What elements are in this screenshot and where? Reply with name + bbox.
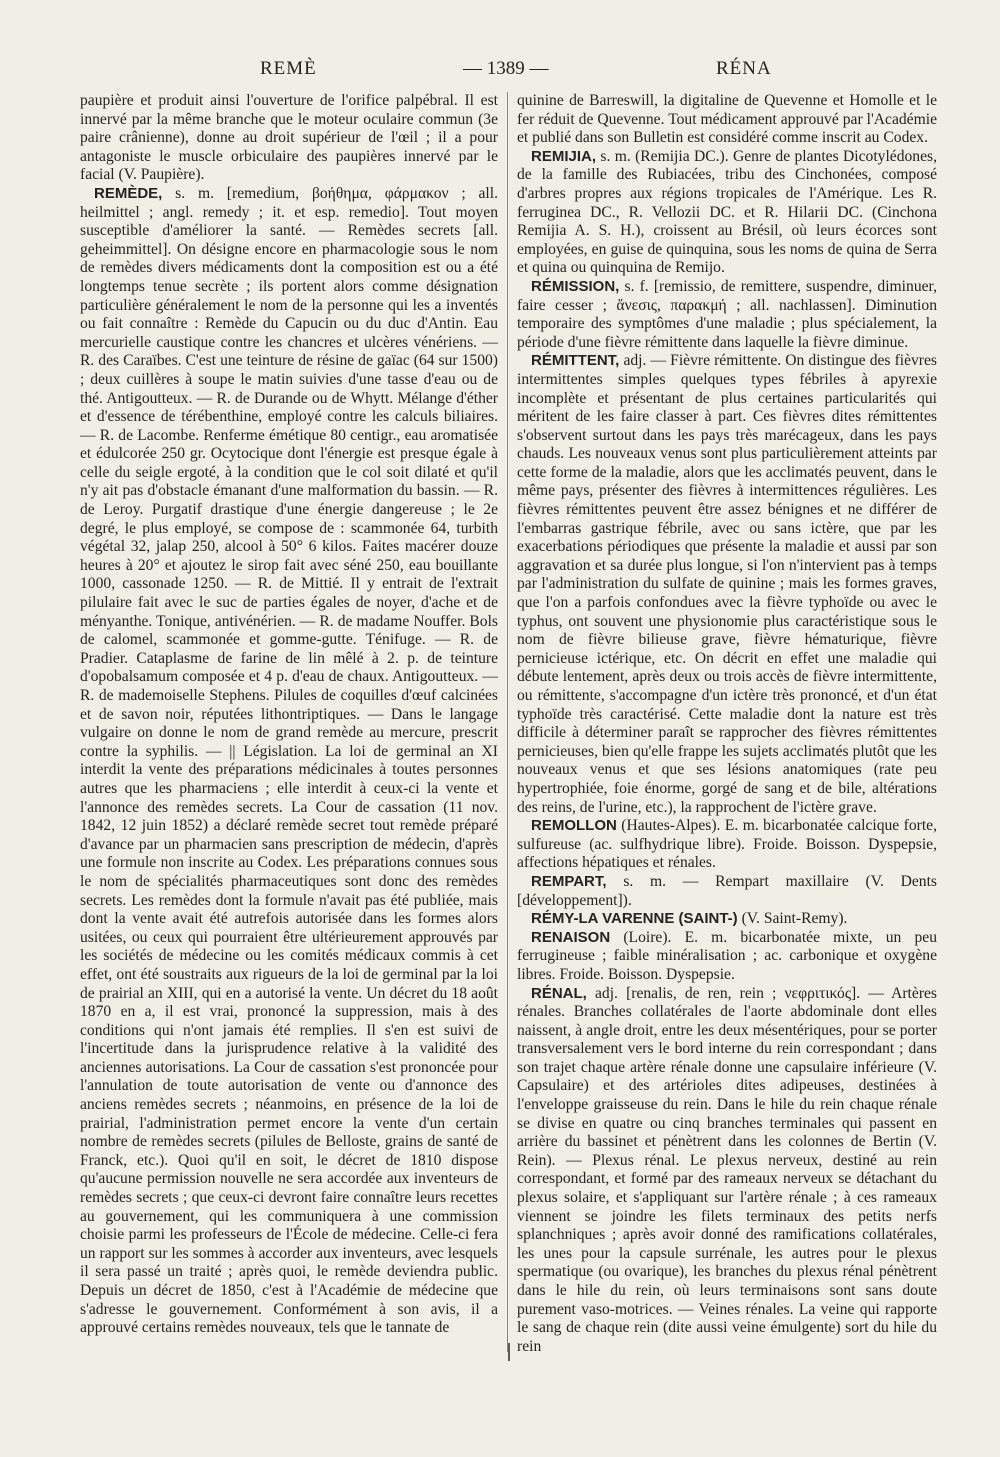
entry-headword: RENAISON — [531, 928, 611, 946]
entry — [517, 910, 937, 929]
column-divider — [507, 92, 508, 1352]
entry — [517, 929, 937, 985]
left-column — [80, 92, 498, 1382]
entry — [517, 92, 937, 148]
entry-text: s. m. — Rempart maxillaire (V. Dents [développement]). — [517, 872, 937, 909]
entry — [517, 278, 937, 352]
running-head — [80, 58, 920, 88]
entry — [80, 185, 498, 1338]
entry-text: paupière et produit ainsi l'ouverture de l'orifice palpébral. Il est innervé par la même branche que le moteur oculaire commun (3e paire crânienne), donne au droit supérieur de l'œil ; il a pour antagoniste le muscle orbiculaire des paupières innervé par le facial (V. Paupière). — [80, 92, 498, 184]
entry-text: adj. — Fièvre rémittente. On distingue des fièvres intermittentes simples quelques types fébriles à apyrexie incomplète et présentant de plus certaines particularités qui méritent de les faire classer à part. Ces fièvres dites rémittentes s'observent surtout dans les pays très marécageux, dans les pays chauds. Les nouveaux venus sont plus particulièrement atteints par cette forme de la maladie, alors que les acclimatés peuvent, dans le même pays, présenter des fièvres à intermittences régulières. Les fièvres rémittentes peuvent être assez bénignes et ne différer de l'embarras gastrique fébrile, avec ou sans ictère, que par les exacerbations périodiques que présente la maladie et aussi par son aggravation et sa durée plus longue, si l'on n'intervient pas à temps par l'administration du sulfate de quinine ; mais les formes graves, que l'on a parfois confondues avec la fièvre typhoïde ou avec le typhus, ont souvent une physionomie plus caractéristique sous le nom de fièvre bilieuse grave, fièvre hématurique, fièvre pernicieuse ictérique, etc. On décrit en effet une maladie qui débute lentement, après deux ou trois accès de fièvre intermittente, ou rémittente, s'accompagne d'un ictère très prononcé, et d'un état typhoïde très caractérisé. Cette maladie dont la nature est très difficile à déterminer paraît se rapprocher des fièvres rémittentes pernicieuses, bien qu'elle frappe les sujets acclimatés plutôt que les nouveaux venus et que ses lésions anatomiques (rate peu hypertrophiée, foie énorme, gorgé de sang et de bile, altérations des reins, de l'urine, etc.), la rapprochent de l'ictère grave. — [517, 352, 937, 816]
entry-headword: RÉMITTENT, — [531, 352, 620, 370]
entry — [517, 817, 937, 873]
entry — [517, 352, 937, 817]
right-column — [517, 92, 937, 1382]
entry-text: s. f. [remissio, de remittere, suspendre, diminuer, faire cesser ; ἄνεσις, παρακμή ; all. nachlassen]. Diminution temporaire des symptômes d'une maladie ; plus spécialement, la période d'une fièvre rémittente dans laquelle la fièvre diminue. — [517, 277, 937, 351]
entry-text: quinine de Barreswill, la digitaline de Quevenne et Homolle et le fer réduit de Quevenne. Tout médicament approuvé par l'Académie et publié dans son Bulletin est considéré comme inscrit au Codex. — [517, 92, 937, 147]
entry-headword: RÉNAL, — [531, 984, 587, 1002]
entry-headword: REMÈDE, — [94, 184, 163, 202]
entry-text: (V. Saint-Remy). — [741, 910, 848, 928]
entry-text: s. m. (Remijia DC.). Genre de plantes Dicotylédones, de la famille des Rubiacées, tribu des Cinchonées, composé d'arbres propres aux régions tropicales de l'Amérique. Les R. ferruginea DC., R. Vellozii DC. et R. Hilarii DC. (Cinchona Remijia A. S. H.), croissent au Brésil, où leurs écorces sont employées, en guise de quinquina, sous les noms de quina de Serra et quina ou quinquina de Remijo. — [517, 147, 937, 277]
entry-text: adj. [renalis, de ren, rein ; νεφριτικός]. — Artères rénales. Branches collatérales de l'aorte abdominale dont elles naissent, à angle droit, entre les deux mésentériques, pour se porter transversalement vers le bord interne du rein correspondant ; dans son trajet chaque artère rénale donne une capsulaire inférieure (V. Capsulaire) et des artérioles dites adipeuses, destinées à l'enveloppe graisseuse du rein. Dans le hile du rein chaque rénale se divise en quatre ou cinq branches terminales qui passent en arrière du bassinet et pénètrent dans les colonnes de Bertin (V. Rein). — Plexus rénal. Le plexus nerveux, destiné au rein correspondant, et formé par des rameaux nerveux se détachant du plexus solaire, et s'appliquant sur l'artère rénale ; à ces rameaux viennent se joindre les filets terminaux des petits nerfs splanchniques ; après avoir donné des ramifications collatérales, les unes pour la capsule surrénale, les autres pour le plexus spermatique (ou ovarique), les branches du plexus rénal pénètrent dans le hile du rein, où leurs terminaisons sont sans doute purement vaso-motrices. — Veines rénales. La veine qui rapporte le sang de chaque rein (dite aussi veine émulgente) sort du hile du rein — [517, 984, 937, 1355]
margin-mark — [508, 1343, 510, 1361]
entry — [517, 985, 937, 1357]
entry-text: s. m. [remedium, βοήθημα, φάρμακον ; all. heilmittel ; angl. remedy ; it. et esp. remedio]. Tout moyen susceptible d'améliorer la santé. — Remèdes secrets [all. geheimmittel]. On désigne encore en pharmacologie sous le nom de remèdes divers médicaments dont la composition est ou a été longtemps tenue secrète ; ils portent alors comme désignation particulière généralement le nom de la personne qui les a inventés ou fait connaître : Remède du Capucin ou du duc d'Antin. Eau mercurielle caustique contre les chancres et ulcères vénériens. — R. des Caraïbes. C'est une teinture de résine de gaïac (64 sur 1500) ; deux cuillères à soupe le matin suivies d'une tasse d'eau ou de thé. Antigoutteux. — R. de Durande ou de Whytt. Mélange d'éther et d'essence de térébenthine, employé contre les calculs biliaires. — R. de Lacombe. Renferme émétique 80 centigr., eau aromatisée et édulcorée 250 gr. Ocytocique dont l'énergie est presque égale à celle du seigle ergoté, à la condition que le col soit dilaté et qu'il n'y ait pas d'obstacle émanant d'une malformation du bassin. — R. de Leroy. Purgatif drastique d'une énergie dangereuse ; le 2e degré, le plus employé, se compose de : scammonée 64, turbith végétal 32, jalap 250, alcool à 50° 6 kilos. Faites macérer douze heures à 20° et ajoutez le sirop fait avec séné 250, eau bouillante 1000, cassonade 1250. — R. de Mittié. Il y entrait de l'extrait pilulaire fait avec le suc de parties égales de noyer, d'ache et de ményanthe. Tonique, antivénérien. — R. de madame Nouffer. Bols de calomel, scammonée et gomme-gutte. Ténifuge. — R. de Pradier. Cataplasme de farine de lin mêlé à 2. p. de teinture d'opobalsamum composée et 4 p. d'eau de chaux. Antigoutteux. — R. de mademoiselle Stephens. Pilules de coquilles d'œuf calcinées et de savon noir, réputées lithontriptiques. — Dans le langage vulgaire on donne le nom de grand remède au mercure, prescrit contre la syphilis. — || Législation. La loi de germinal an XI interdit la vente des préparations médicinales à toutes personnes autres que les pharmaciens ; elle interdit à ceux-ci la vente et l'annonce des remèdes secrets. La Cour de cassation (11 nov. 1842, 12 juin 1852) a déclaré remède secret tout remède préparé d'avance par un pharmacien sans prescription de médecin, d'après une formule non inscrite au Codex. Les préparations connues sous le nom de spécialités pharmaceutiques sont donc des remèdes secrets. Les remèdes dont la formule n'avait pas été publiée, mais dont la vente avait été autrefois autorisée dans les formes alors usitées, ou ceux qui pourraient être ultérieurement approuvés par les sociétés de médecine ou les comités médicaux commis à cet effet, ont été soustraits aux rigueurs de la loi de germinal par la loi de prairial an XIII, qui en a autorisé la vente. Un décret du 18 août 1870 en a, il est vrai, prononcé la suppression, mais à des conditions qui n'ont jamais été remplies. Il s'en est suivi de l'incertitude dans la jurisprudence relative à la validité des anciennes autorisations. La Cour de cassation s'est prononcée pour l'annulation de toute autorisation de vente ou d'annonce des anciens remèdes secrets ; néanmoins, en présence de la loi de prairial, l'administration permet encore la vente d'un certain nombre de remèdes secrets (pilules de Belloste, grains de santé de Franck, etc.). Quoi qu'il en soit, le décret de 1810 dispose qu'aucune permission nouvelle ne sera accordée aux inventeurs de remèdes secrets ; que ceux-ci devront faire connaître leurs recettes au gouvernement, qui les communiquera à une commission choisie parmi les professeurs de l'École de médecine. Celle-ci fera un rapport sur les sommes à accorder aux inventeurs, avec lesquels il sera passé un traité ; après quoi, le remède deviendra public. Depuis un décret de 1850, c'est à l'Académie de médecine que s'adresse le gouvernement. Conformément à son avis, il a approuvé certains remèdes nouveaux, tels que le tannate de — [80, 184, 498, 1337]
entry-headword: REMIJIA, — [531, 147, 597, 165]
header-left-guideword: REMÈ — [260, 58, 317, 79]
entry-headword: RÉMISSION, — [531, 277, 620, 295]
entry — [517, 148, 937, 278]
entry — [517, 873, 937, 910]
entry — [80, 92, 498, 185]
entry-text: (Loire). E. m. bicarbonatée mixte, un peu ferrugineuse ; faible minéralisation ; ac. carbonique et oxygène libres. Froide. Boisson. Dyspepsie. — [517, 928, 937, 983]
page-number: — 1389 — — [463, 58, 549, 79]
header-right-guideword: RÉNA — [716, 58, 772, 79]
entry-headword: RÉMY-LA VARENNE (SAINT-) — [531, 910, 738, 928]
entry-headword: REMOLLON — [531, 817, 617, 835]
entry-headword: REMPART, — [531, 872, 607, 890]
entry-text: (Hautes-Alpes). E. m. bicarbonatée calcique forte, sulfureuse (ac. sulfhydrique libre). Froide. Boisson. Dyspepsie, affections hépatiques et rénales. — [517, 817, 937, 872]
